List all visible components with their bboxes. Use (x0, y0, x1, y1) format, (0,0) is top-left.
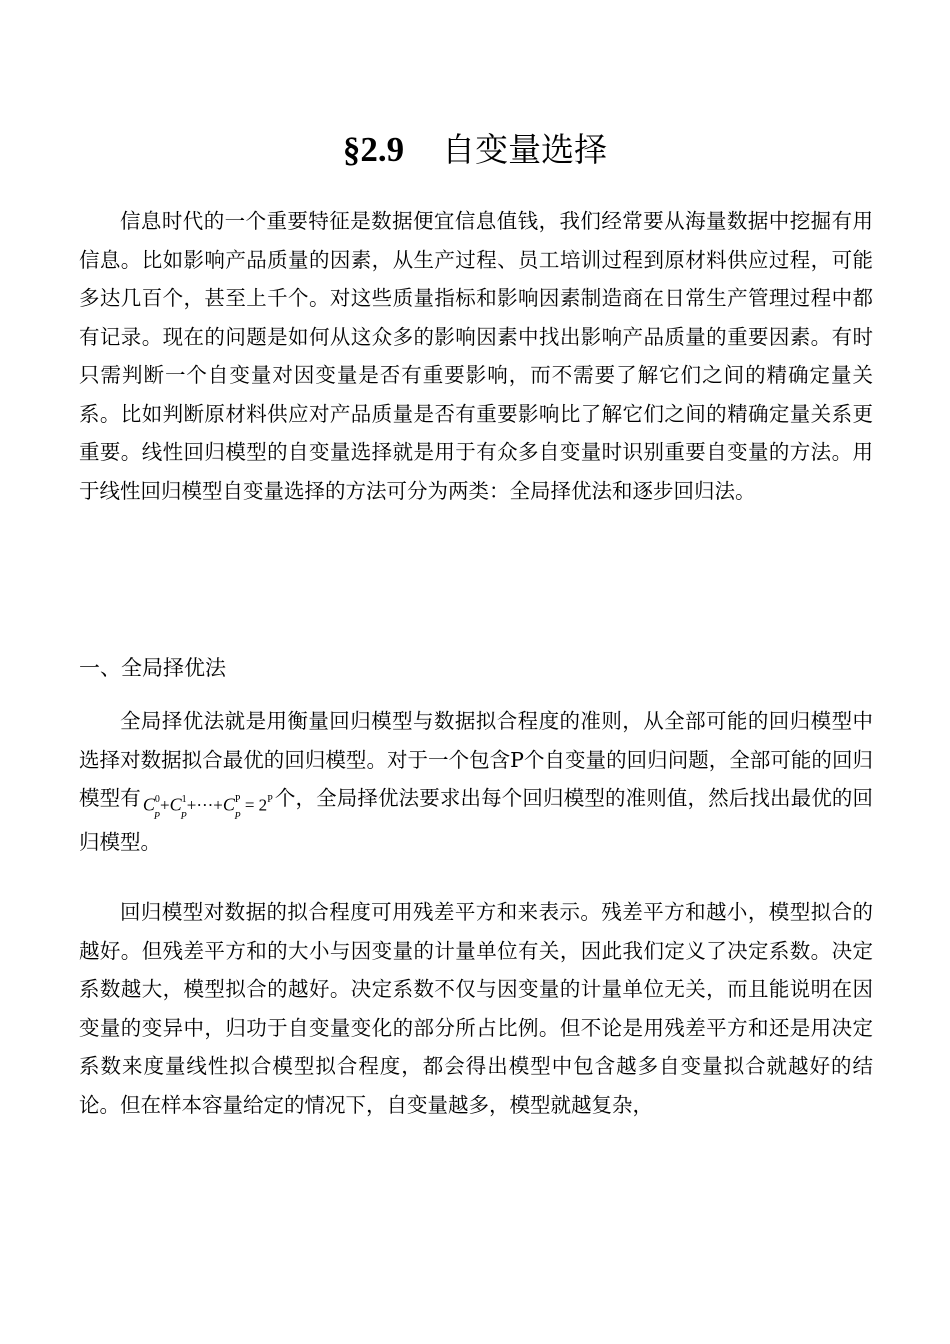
goodness-of-fit-paragraph: 回归模型对数据的拟合程度可用残差平方和来表示。残差平方和越小，模型拟合的越好。但残差平方和的大小与因变量的计量单位有关，因此我们定义了决定系数。决定系数越大，模型拟合的越好。决定系数不仅与因变量的计量单位无关，而且能说明在因变量的变异中，归功于自变量变化的部分所占比例。但不论是用残差平方和还是用决定系数来度量线性拟合模型拟合程度，都会得出模型中包含越多自变量拟合就越好的结论。但在样本容量给定的情况下，自变量越多，模型就越复杂， (79, 900, 873, 1117)
global-optimum-paragraph (79, 702, 873, 862)
section-number: §2.9 (342, 130, 405, 169)
paragraph-text-after-formula: 个，全局择优法要求出每个回归模型的准则值，然后找出最优的回归模型。 (79, 786, 874, 855)
paragraph-text-before-formula: 全局择优法就是用衡量回归模型与数据拟合程度的准则，从全部可能的回归模型中选择对数据拟合最优的回归模型。对于一个包含P个自变量的回归问题，全部可能的回归模型有 (79, 709, 873, 810)
page-title (0, 126, 950, 174)
combination-sum-formula: $C^0_P+C^1_P+\cdot\cdot\cdot+C^P_P = 2^P$ (142, 794, 273, 823)
intro-paragraph: 信息时代的一个重要特征是数据便宜信息值钱，我们经常要从海量数据中挖掘有用信息。比如影响产品质量的因素，从生产过程、员工培训过程到原材料供应过程，可能多达几百个，甚至上千个。对这些质量指标和影响因素制造商在日常生产管理过程中都有记录。现在的问题是如何从这众多的影响因素中找出影响产品质量的重要因素。有时只需判断一个自变量对因变量是否有重要影响，而不需要了解它们之间的精确定量关系。比如判断原材料供应对产品质量是否有重要影响比了解它们之间的精确定量关系更重要。线性回归模型的自变量选择就是用于有众多自变量时识别重要自变量的方法。用于线性回归模型自变量选择的方法可分为两类：全局择优法和逐步回归法。 (79, 209, 873, 503)
section-title: 自变量选择 (442, 130, 608, 169)
section-heading: 一、全局择优法 (79, 656, 226, 680)
